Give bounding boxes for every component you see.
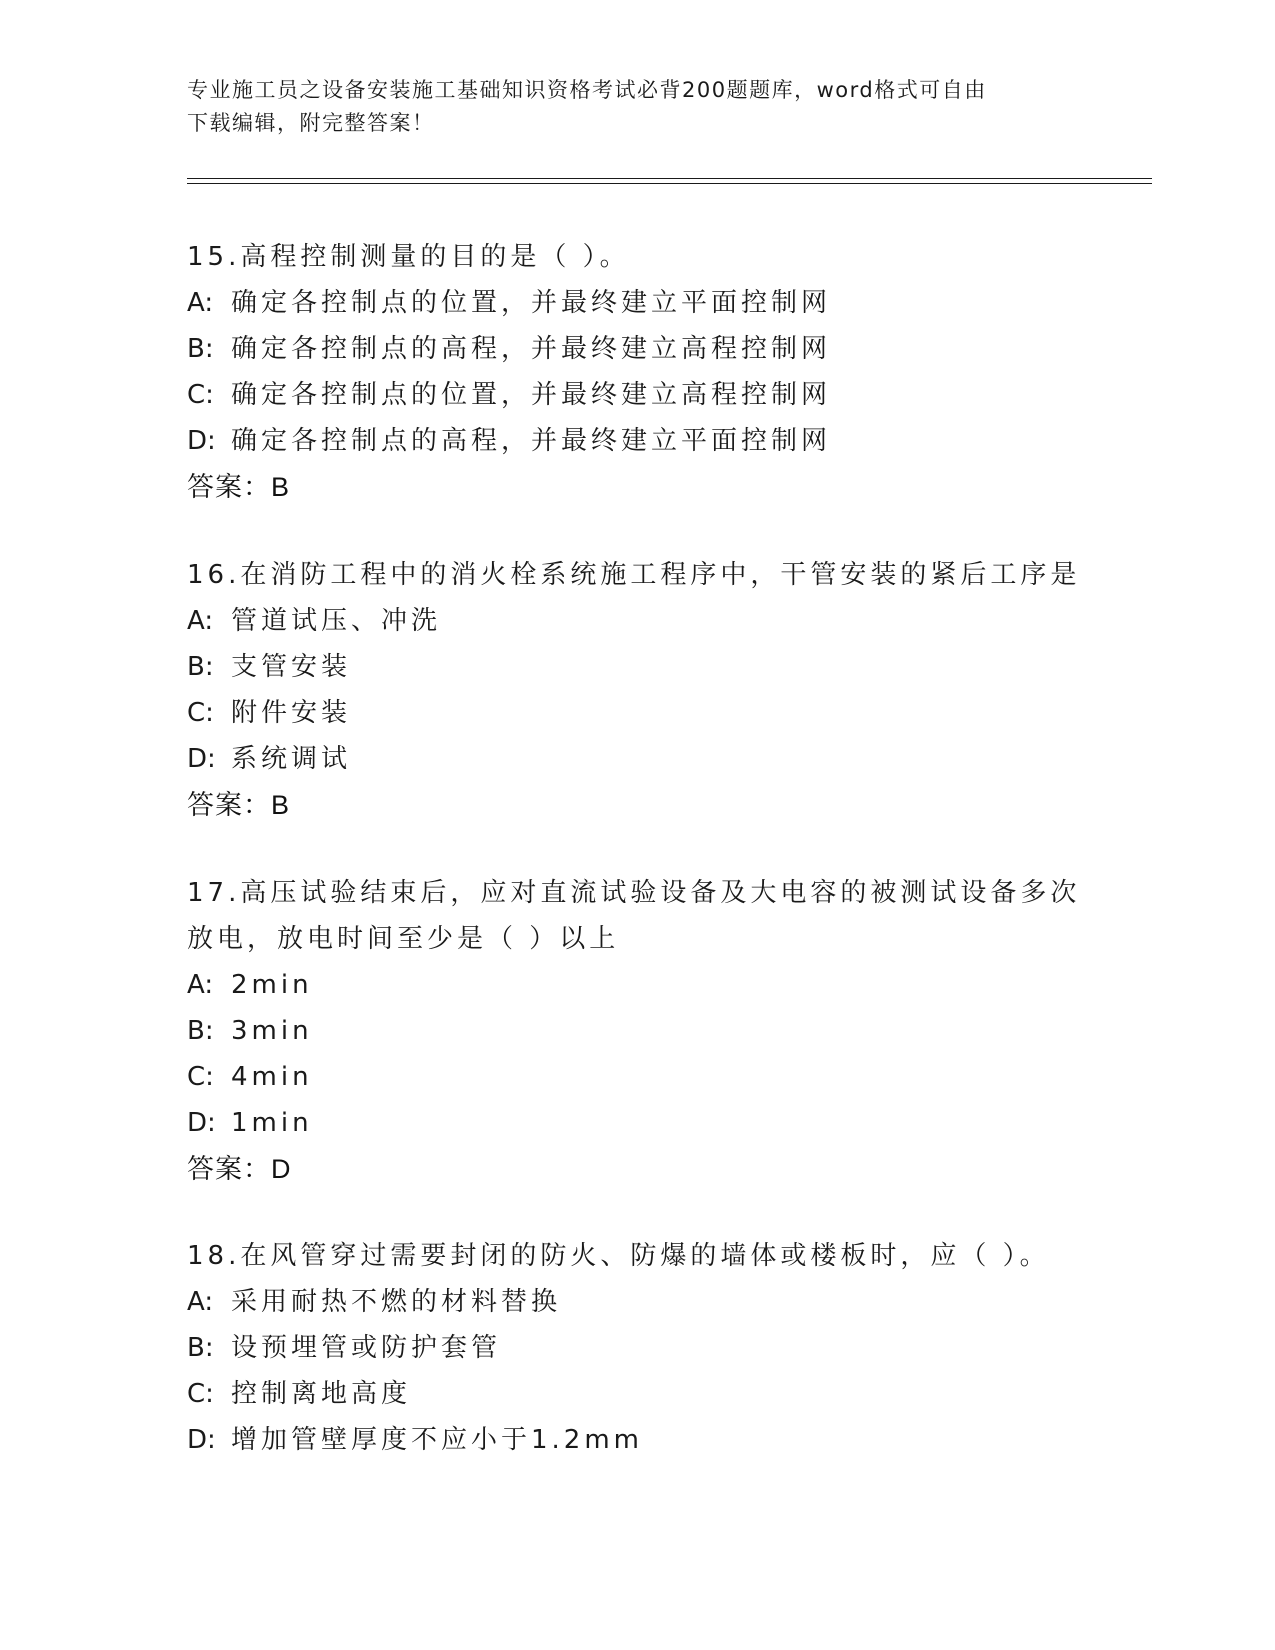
option-text: 4min [231,1062,313,1092]
question-16 [187,552,1087,828]
header-divider-top [187,178,1152,179]
option-text: 1min [231,1108,313,1138]
option-text: 附件安装 [231,698,352,728]
option-letter: A: [187,970,214,1000]
question-stem: 16.在消防工程中的消火栓系统施工程序中，干管安装的紧后工序是 [187,560,1081,590]
question-stem: 18.在风管穿过需要封闭的防火、防爆的墙体或楼板时，应（ ）。 [187,1241,1050,1271]
option-text: 设预埋管或防护套管 [231,1333,502,1363]
option-d [187,1100,1087,1146]
option-c [187,1054,1087,1100]
option-a [187,1279,1087,1325]
option-text: 3min [231,1016,313,1046]
option-a [187,598,1087,644]
option-b [187,326,1087,372]
question-stem: 15.高程控制测量的目的是（ ）。 [187,242,630,272]
question-15 [187,234,1087,510]
option-a [187,962,1087,1008]
option-text: 确定各控制点的高程，并最终建立平面控制网 [231,426,832,456]
option-letter: B: [187,334,214,364]
option-b [187,1008,1087,1054]
option-letter: D: [187,1108,216,1138]
answer-label: 答案：B [187,790,291,820]
option-c [187,1371,1087,1417]
option-text: 采用耐热不燃的材料替换 [231,1287,562,1317]
option-text: 支管安装 [231,652,352,682]
header-line-1: 专业施工员之设备安装施工基础知识资格考试必背200题题库，word格式可自由 [187,78,987,102]
question-stem: 17.高压试验结束后，应对直流试验设备及大电容的被测试设备多次放电，放电时间至少是（ ）以上 [187,878,1081,954]
option-c [187,690,1087,736]
answer-label: 答案：B [187,472,291,502]
option-text: 系统调试 [231,744,352,774]
option-letter: B: [187,1016,214,1046]
option-letter: C: [187,1379,214,1409]
option-text: 控制离地高度 [231,1379,412,1409]
document-header [187,74,1067,140]
option-c [187,372,1087,418]
option-text: 确定各控制点的位置，并最终建立高程控制网 [231,380,832,410]
header-line-2: 下载编辑，附完整答案！ [187,111,435,135]
option-a [187,280,1087,326]
option-letter: A: [187,606,214,636]
option-text: 确定各控制点的位置，并最终建立平面控制网 [231,288,832,318]
option-letter: B: [187,652,214,682]
option-text: 确定各控制点的高程，并最终建立高程控制网 [231,334,832,364]
option-d [187,1417,1087,1463]
option-letter: D: [187,426,216,456]
option-letter: C: [187,698,214,728]
option-letter: D: [187,744,216,774]
answer-label: 答案：D [187,1154,292,1184]
option-letter: A: [187,288,214,318]
option-b [187,1325,1087,1371]
option-b [187,644,1087,690]
option-letter: A: [187,1287,214,1317]
question-17 [187,870,1087,1192]
option-letter: C: [187,1062,214,1092]
option-text: 2min [231,970,313,1000]
option-text: 增加管壁厚度不应小于1.2mm [231,1425,644,1455]
option-d [187,418,1087,464]
question-18 [187,1233,1087,1463]
option-letter: B: [187,1333,214,1363]
option-letter: D: [187,1425,216,1455]
header-divider-bottom [187,183,1152,184]
option-text: 管道试压、冲洗 [231,606,442,636]
option-d [187,736,1087,782]
option-letter: C: [187,380,214,410]
